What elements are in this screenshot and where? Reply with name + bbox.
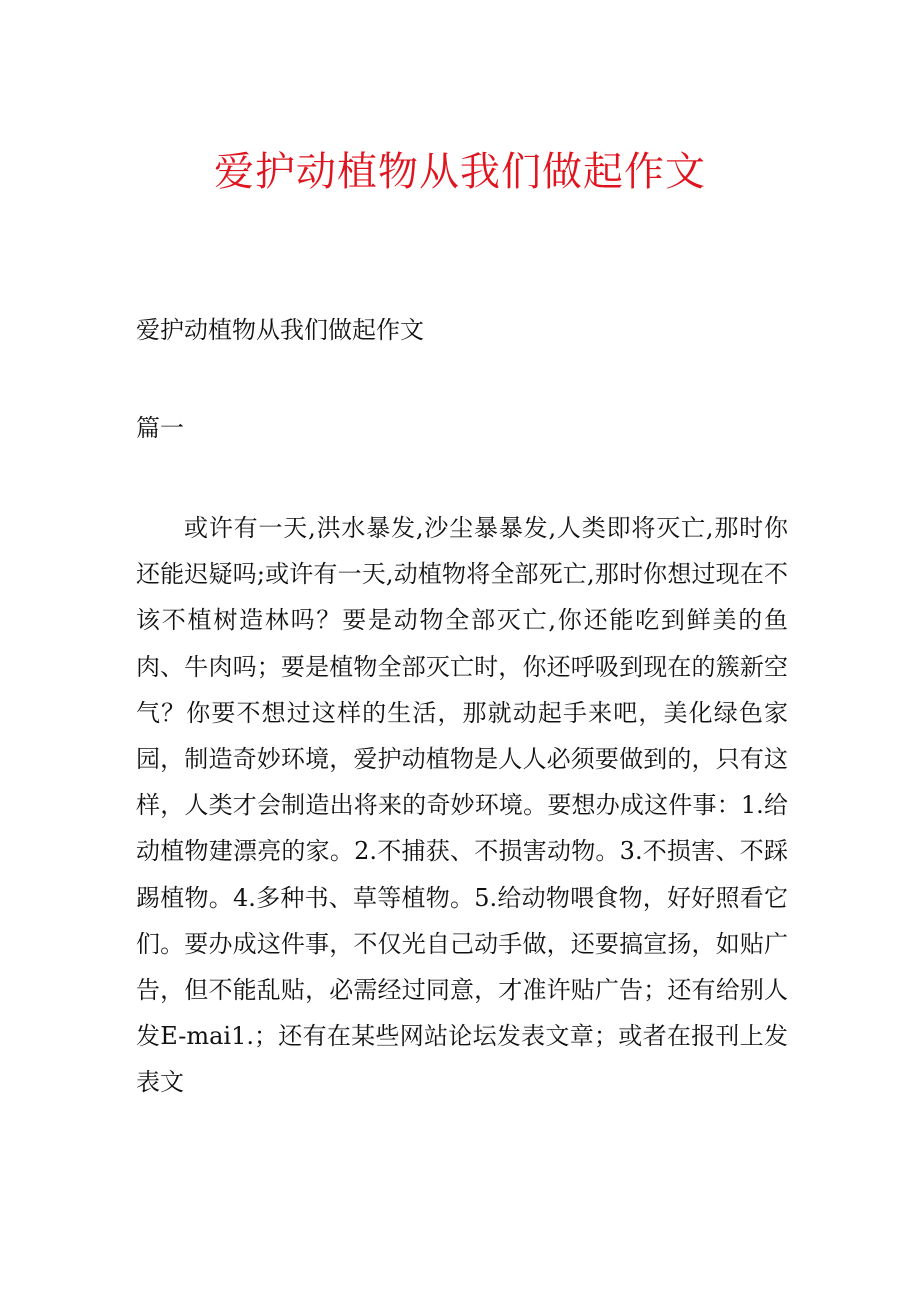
section-heading: 篇一: [136, 414, 184, 442]
document-subtitle: 爱护动植物从我们做起作文: [136, 316, 424, 344]
body-paragraph: 或许有一天,洪水暴发,沙尘暴暴发,人类即将灭亡,那时你还能迟疑吗;或许有一天,动植物将全部死亡,那时你想过现在不该不植树造林吗？要是动物全部灭亡,你还能吃到鲜美的鱼肉、牛肉吗；要是植物全部灭亡时，你还呼吸到现在的簇新空气？你要不想过这样的生活，那就动起手来吧，美化绿色家园，制造奇妙环境，爱护动植物是人人必须要做到的，只有这样，人类才会制造出将来的奇妙环境。要想办成这件事：1.给动植物建漂亮的家。2.不捕获、不损害动物。3.不损害、不踩踢植物。4.多种书、草等植物。5.给动物喂食物，好好照看它们。要办成这件事，不仅光自己动手做，还要搞宣扬，如贴广告，但不能乱贴，必需经过同意，才准许贴广告；还有给别人发E-mai1.；还有在某些网站论坛发表文章；或者在报刊上发表文: [136, 514, 788, 1097]
document-title: 爱护动植物从我们做起作文: [214, 149, 706, 195]
